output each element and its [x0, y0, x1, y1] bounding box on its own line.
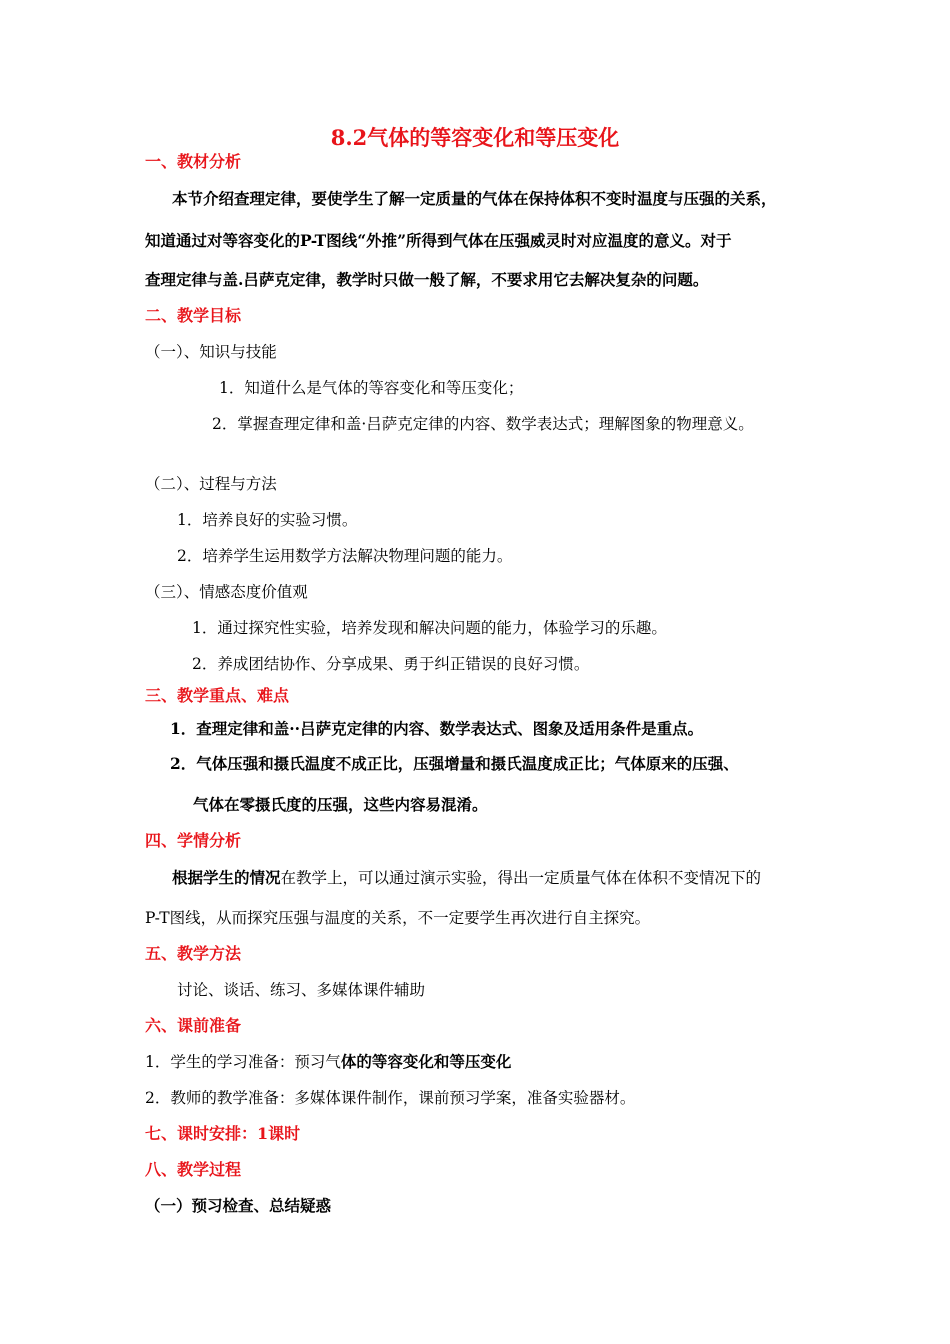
section-heading-textbook-analysis: 一、教材分析: [145, 152, 242, 171]
bold-phrase: 根据学生的情况: [172, 868, 281, 887]
list-item-text: 1．学生的学习准备：预习气: [145, 1053, 341, 1071]
section-heading-key-points: 三、教学重点、难点: [145, 686, 290, 705]
list-item: 2．气体压强和摄氏温度不成正比，压强增量和摄氏温度成正比；气体原来的压强、: [170, 754, 739, 773]
section-heading-teaching-methods: 五、教学方法: [145, 944, 242, 963]
paragraph-line: 讨论、谈话、练习、多媒体课件辅助: [177, 981, 426, 999]
paragraph-line: 本节介绍查理定律，要使学生了解一定质量的气体在保持体积不变时温度与压强的关系，: [172, 189, 777, 208]
list-item: 1．培养良好的实验习惯。: [177, 511, 358, 529]
subheading-process-method: （二）、过程与方法: [145, 475, 277, 493]
paragraph-text: 在教学上，可以通过演示实验，得出一定质量气体在体积不变情况下的: [280, 869, 762, 887]
subheading-attitude-values: （三）、情感态度价值观: [145, 583, 308, 601]
paragraph-line: 知道通过对等容变化的P-T图线“外推”所得到气体在压强威灵时对应温度的意义。对于: [145, 231, 732, 250]
list-item: 1．通过探究性实验，培养发现和解决问题的能力，体验学习的乐趣。: [192, 619, 667, 637]
list-item: 气体在零摄氏度的压强，这些内容易混淆。: [193, 795, 488, 814]
section-heading-preparation: 六、课前准备: [145, 1016, 242, 1035]
section-heading-teaching-goals: 二、教学目标: [145, 306, 242, 325]
paragraph-line: P-T图线，从而探究压强与温度的关系，不一定要学生再次进行自主探究。: [145, 909, 651, 927]
list-item: 1．知道什么是气体的等容变化和等压变化；: [219, 379, 524, 397]
list-item: 2．培养学生运用数学方法解决物理问题的能力。: [177, 547, 513, 565]
section-heading-teaching-process: 八、教学过程: [145, 1160, 242, 1179]
document-title: 8.2气体的等容变化和等压变化: [330, 125, 620, 150]
list-item: 2．掌握查理定律和盖·吕萨克定律的内容、数学表达式；理解图象的物理意义。: [212, 415, 754, 433]
list-item: 2．养成团结协作、分享成果、勇于纠正错误的良好习惯。: [192, 655, 590, 673]
bold-phrase: 体的等容变化和等压变化: [340, 1052, 512, 1071]
section-heading-learner-analysis: 四、学情分析: [145, 831, 242, 850]
paragraph-line: 查理定律与盖.吕萨克定律，教学时只做一般了解，不要求用它去解决复杂的问题。: [145, 270, 709, 289]
list-item: 1．查理定律和盖··吕萨克定律的内容、数学表达式、图象及适用条件是重点。: [170, 719, 704, 738]
list-item: [145, 1052, 511, 1072]
paragraph-line: [172, 868, 761, 888]
subheading-knowledge-skills: （一）、知识与技能: [145, 343, 277, 361]
list-item: 2．教师的教学准备：多媒体课件制作，课前预习学案，准备实验器材。: [145, 1089, 636, 1107]
section-heading-schedule: 七、课时安排：1课时: [145, 1124, 301, 1143]
subheading-preview-check: （一）预习检查、总结疑惑: [145, 1196, 332, 1215]
